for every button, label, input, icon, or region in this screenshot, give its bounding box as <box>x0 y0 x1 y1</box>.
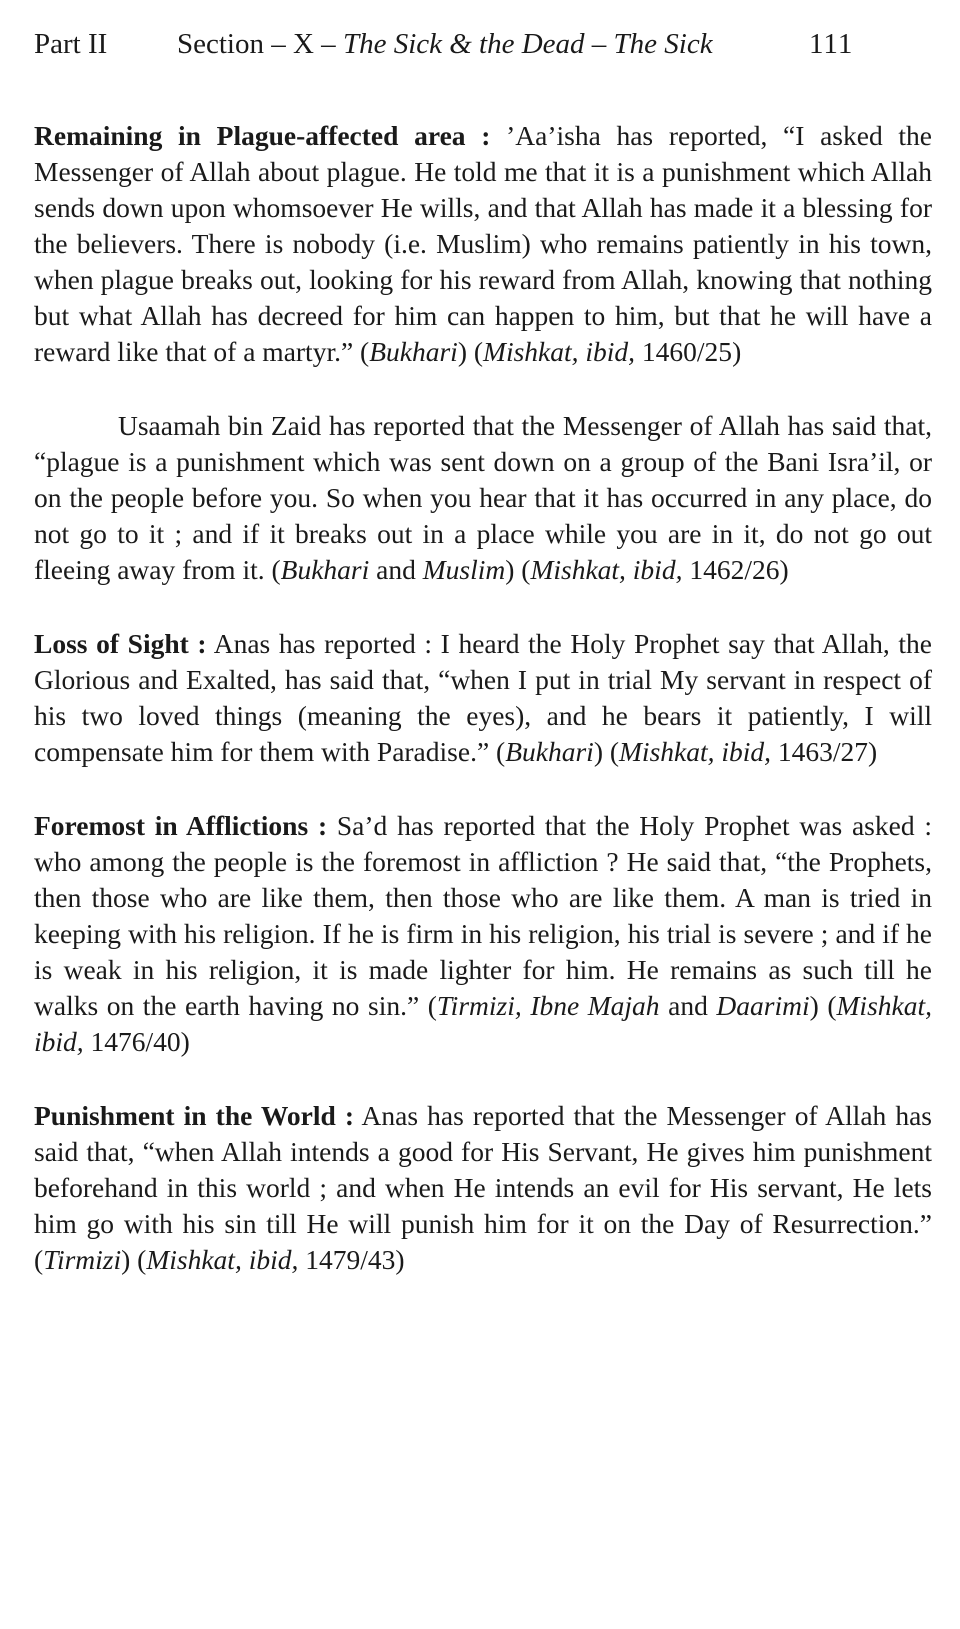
citation-reference: Mishkat, ibid, <box>530 554 683 585</box>
page-number: 111 <box>809 28 854 60</box>
citation-source: Bukhari <box>505 736 594 767</box>
citation-source: Bukhari <box>369 336 458 367</box>
citation-conjunction: and <box>369 554 423 585</box>
citation-number: 1460/25 <box>635 336 733 367</box>
paragraph-text: ’Aa’isha has reported, “I asked the Messenger of Allah about plague. He told me that it is a punishment which Allah sends down upon whomsoever He wills, and that Allah has made it a blessing for the believers. There is nobody (i.e. Muslim) who remains patiently in his town, when plague breaks out, looking for his reward from Allah, knowing that nothing but what Allah has decreed for him can happen to him, but that he will have a reward like that of a martyr.” <box>34 120 932 367</box>
citation-number: 1463/27 <box>771 736 869 767</box>
header-part: Part II <box>34 28 108 60</box>
paragraph-punishment-world: Punishment in the World : Anas has reported that the Messenger of Allah has said that, “when Allah intends a good for His Servant, He gives him punishment beforehand in this world ; and when He intends an evil for His servant, He lets him go with his sin till He will punish him for it on the Day of Resurrection.” (Tirmizi) (Mishkat, ibid, 1479/43) <box>34 1100 932 1275</box>
citation-number: 1462/26 <box>682 554 780 585</box>
paragraph-loss-of-sight: Loss of Sight : Anas has reported : I heard the Holy Prophet say that Allah, the Glorious and Exalted, has said that, “when I put in trial My servant in respect of his two loved things (meaning the eyes), and he bears it patiently, I will compensate him for them with Paradise.” (Bukhari) (Mishkat, ibid, 1463/27) <box>34 628 933 767</box>
paragraph-heading: Remaining in Plague-affected area : <box>34 120 491 151</box>
running-header <box>34 22 932 66</box>
paragraph-heading: Loss of Sight : <box>34 628 207 659</box>
paragraph-heading: Foremost in Afflictions : <box>34 810 328 841</box>
paragraph-usaamah: Usaamah bin Zaid has reported that the Messenger of Allah has said that, “plague is a punishment which was sent down on a group of the Bani Isra’il, or on the people before you. So when you hear that it has occurred in any place, do not go to it ; and if it breaks out in a place while you are in it, do not go out fleeing away from it. (Bukhari and Muslim) (Mishkat, ibid, 1462/26) <box>34 410 932 585</box>
citation-reference: Mishkat, ibid, <box>34 990 932 1057</box>
citation-source: Muslim <box>422 554 506 585</box>
paragraph-plague-area: Remaining in Plague-affected area : ’Aa’isha has reported, “I asked the Messenger of Allah about plague. He told me that it is a punishment which Allah sends down upon whomsoever He wills, and that Allah has made it a blessing for the believers. There is nobody (i.e. Muslim) who remains patiently in his town, when plague breaks out, looking for his reward from Allah, knowing that nothing but what Allah has decreed for him can happen to him, but that he will have a reward like that of a martyr.” (Bukhari) (Mishkat, ibid, 1460/25) <box>34 120 932 367</box>
paragraph-text: Usaamah bin Zaid has reported that the Messenger of Allah has said that, “plague is a punishment which was sent down on a group of the Bani Isra’il, or on the people before you. So when you hear that it has occurred in any place, do not go to it ; and if it breaks out in a place while you are in it, do not go out fleeing away from it. <box>34 410 932 585</box>
paragraph-text: Anas has reported : I heard the Holy Prophet say that Allah, the Glorious and Exalted, has said that, “when I put in trial My servant in respect of his two loved things (meaning the eyes), and he bears it patiently, I will compensate him for them with Paradise.” <box>34 628 933 767</box>
citation-source: Daarimi <box>716 990 810 1021</box>
header-section-title: The Sick & the Dead – The Sick <box>342 28 713 60</box>
citation-reference: Mishkat, ibid, <box>483 336 636 367</box>
paragraph-heading: Punishment in the World : <box>34 1100 354 1131</box>
paragraph-text: Sa’d has reported that the Holy Prophet was asked : who among the people is the foremost in affliction ? He said that, “the Prophets, then those who are like them, then those who are like them. A man is tried in keeping with his religion. If he is firm in his religion, his trial is severe ; and if he is weak in his religion, it is made lighter for him. He remains as such till he walks on the earth having no sin.” <box>34 810 932 1021</box>
paragraph-foremost-afflictions: Foremost in Afflictions : Sa’d has reported that the Holy Prophet was asked : who among the people is the foremost in affliction ? He said that, “the Prophets, then those who are like them, then those who are like them. A man is tried in keeping with his religion. If he is firm in his religion, his trial is severe ; and if he is weak in his religion, it is made lighter for him. He remains as such till he walks on the earth having no sin.” (Tirmizi, Ibne Majah and Daarimi) (Mishkat, ibid, 1476/40) <box>34 810 932 1057</box>
header-section <box>177 22 809 66</box>
header-section-prefix: Section – X – <box>177 28 343 60</box>
paragraph-text: Anas has reported that the Messenger of Allah has said that, “when Allah intends a good for His Servant, He gives him punishment beforehand in this world ; and when He intends an evil for His servant, He lets him go with his sin till He will punish him for it on the Day of Resurrection.” <box>34 1100 932 1239</box>
citation-source: Tirmizi <box>43 1244 122 1275</box>
book-page <box>34 22 932 1278</box>
citation-reference: Mishkat, ibid, <box>619 736 772 767</box>
citation-source: Bukhari <box>280 554 370 585</box>
citation-reference: Mishkat, ibid, <box>146 1244 299 1275</box>
citation-conjunction: and <box>659 990 717 1021</box>
citation-number: 1479/43 <box>298 1244 396 1275</box>
citation-source: Tirmizi, Ibne Majah <box>436 990 660 1021</box>
citation-number: 1476/40 <box>83 1026 181 1057</box>
